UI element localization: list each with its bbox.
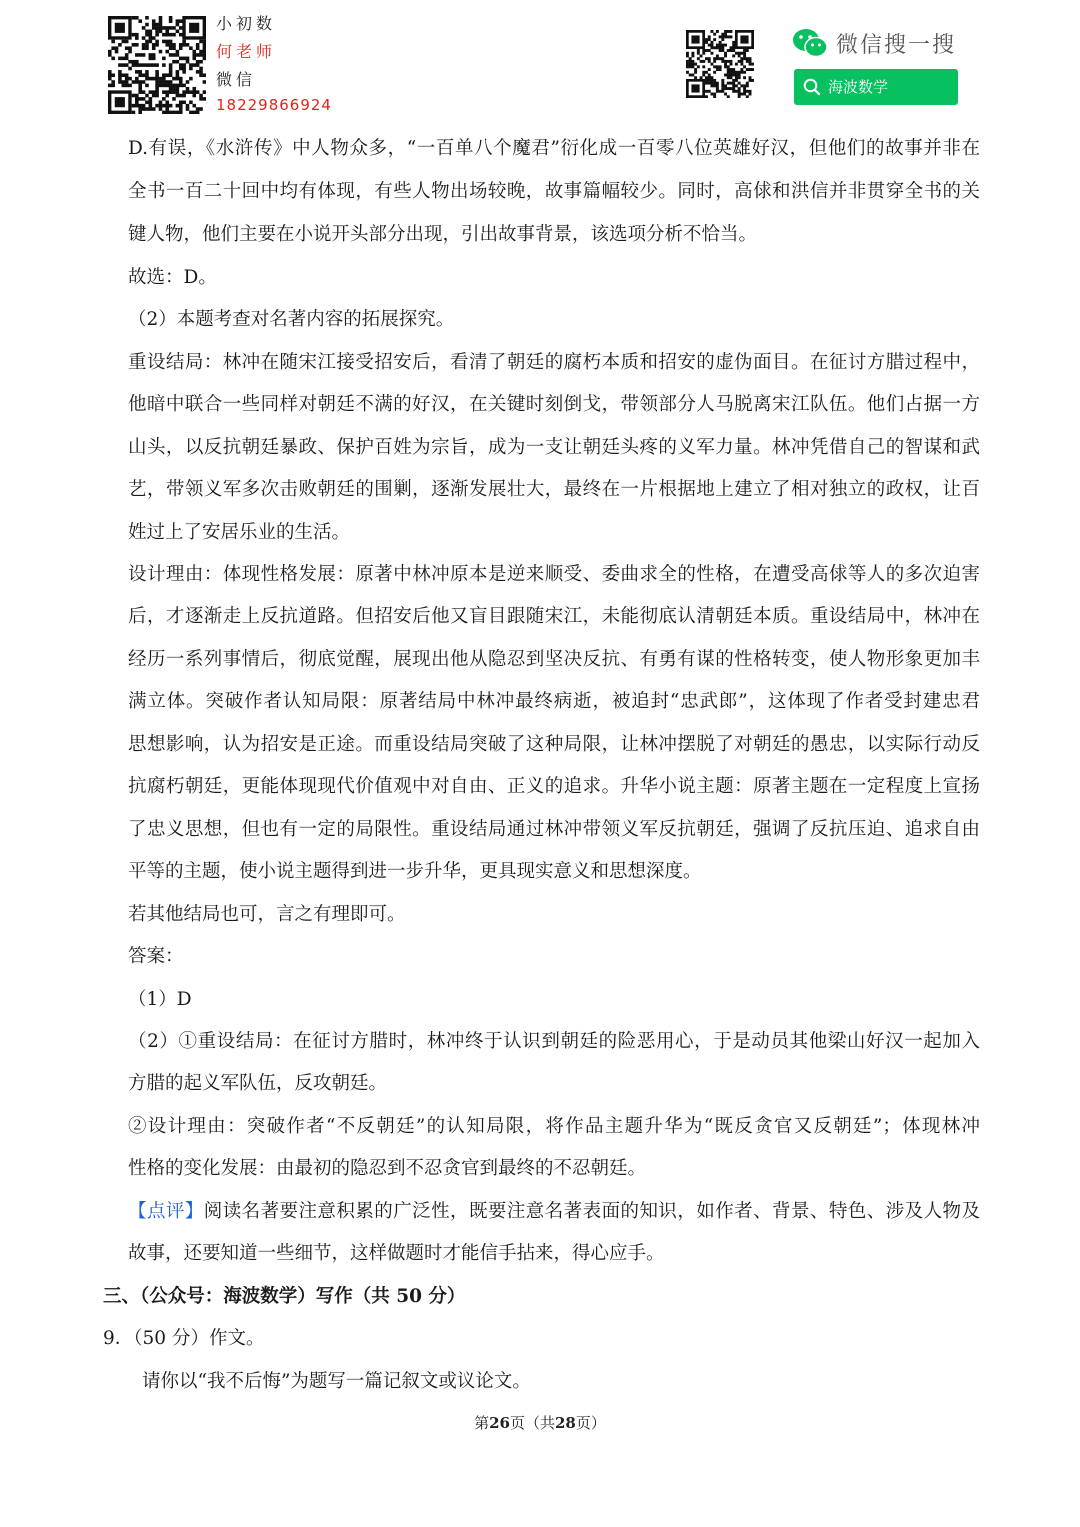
contact-phone: 18229866924 [216, 96, 332, 114]
search-icon [802, 77, 822, 97]
footer-middle: 页（共 [509, 1414, 555, 1432]
text-line: 方腊的起义军队伍，反攻朝廷。 [128, 1073, 388, 1094]
text-line: 答案： [128, 946, 184, 967]
comment-line [128, 1191, 980, 1233]
text-line: 艺，带领义军多次击败朝廷的围剿，逐渐发展壮大，最终在一片根据地上建立了相对独立的政权，让百 [128, 479, 980, 500]
footer-prefix: 第 [474, 1414, 490, 1432]
text-line: 重设结局：林冲在随宋江接受招安后，看清了朝廷的腐朽本质和招安的虚伪面目。在征讨方腊过程中， [128, 352, 980, 373]
text-line: 山头，以反抗朝廷暴政、保护百姓为宗旨，成为一支让朝廷头疼的义军力量。林冲凭借自己的智谋和武 [128, 437, 980, 458]
contact-subject: 小初数 [216, 14, 277, 33]
wechat-logo-icon [792, 28, 828, 58]
wechat-search-button[interactable] [794, 69, 958, 105]
page-number: 26 [489, 1414, 510, 1432]
text-line: 姓过上了安居乐业的生活。 [128, 522, 351, 543]
footer-suffix: 页） [575, 1414, 606, 1432]
wechat-search-label: 海波数学 [828, 78, 889, 96]
page-total: 28 [555, 1414, 576, 1432]
text-line: （2）本题考查对名著内容的拓展探究。 [128, 309, 455, 330]
text-line: 设计理由：体现性格发展：原著中林冲原本是逆来顺受、委曲求全的性格，在遭受高俅等人的多次迫害 [128, 564, 980, 585]
text-line: 了忠义思想，但也有一定的局限性。重设结局通过林冲带领义军反抗朝廷，强调了反抗压迫、追求自由 [128, 819, 980, 840]
text-line: D.有误，《水浒传》中人物众多，“一百单八个魔君”衍化成一百零八位英雄好汉，但他们的故事并非在 [128, 138, 980, 159]
comment-text: 阅读名著要注意积累的广泛性，既要注意名著表面的知识，如作者、背景、特色、涉及人物及 [203, 1201, 980, 1222]
page-header [0, 0, 1080, 125]
wechat-brand-text: 微信搜一搜 [836, 33, 957, 58]
text-line: 全书一百二十回中均有体现，有些人物出场较晚，故事篇幅较少。同时，高俅和洪信并非贯穿全书的关 [128, 181, 980, 202]
section-heading: 三、（公众号：海波数学）写作（共 50 分） [103, 1286, 466, 1307]
contact-teacher: 何老师 [216, 42, 277, 61]
text-line: 经历一系列事情后，彻底觉醒，展现出他从隐忍到坚决反抗、有勇有谋的性格转变，使人物形象更加丰 [128, 649, 980, 670]
text-line: ②设计理由：突破作者“不反朝廷”的认知局限，将作品主题升华为“既反贪官又反朝廷”；体现林冲 [128, 1116, 980, 1137]
text-line: 满立体。突破作者认知局限：原著结局中林冲最终病逝，被追封“忠武郎”，这体现了作者受封建忠君 [128, 691, 980, 712]
text-line: 若其他结局也可，言之有理即可。 [128, 904, 406, 925]
text-line: 故选：D。 [128, 267, 217, 288]
text-line: 平等的主题，使小说主题得到进一步升华，更具现实意义和思想深度。 [128, 861, 702, 882]
contact-qr-code-icon [108, 16, 206, 114]
wechat-search-brand [790, 26, 970, 62]
wechat-qr-code-icon [686, 30, 754, 98]
comment-line: 故事，还要知道一些细节，这样做题时才能信手拈来，得心应手。 [128, 1243, 665, 1264]
text-line: 思想影响，认为招安是正途。而重设结局突破了这种局限，让林冲摆脱了对朝廷的愚忠，以实际行动反 [128, 734, 980, 755]
text-line: 他暗中联合一些同样对朝廷不满的好汉，在关键时刻倒戈，带领部分人马脱离宋江队伍。他们占据一方 [128, 394, 980, 415]
page-footer [0, 1412, 1080, 1433]
question-title: 9．（50 分）作文。 [103, 1328, 265, 1349]
text-line: （1）D [128, 989, 192, 1010]
text-line: 键人物，他们主要在小说开头部分出现，引出故事背景，该选项分析不恰当。 [128, 224, 758, 245]
contact-wechat-label: 微信 [216, 70, 257, 89]
text-line: 后，才逐渐走上反抗道路。但招安后他又盲目跟随宋江，未能彻底认清朝廷本质。重设结局中，林冲在 [128, 606, 980, 627]
comment-tag: 【点评】 [128, 1201, 204, 1222]
text-line: 抗腐朽朝廷，更能体现现代价值观中对自由、正义的追求。升华小说主题：原著主题在一定程度上宣扬 [128, 776, 980, 797]
text-line: （2）①重设结局：在征讨方腊时，林冲终于认识到朝廷的险恶用心，于是动员其他梁山好汉一起加入 [128, 1031, 980, 1052]
question-prompt: 请你以“我不后悔”为题写一篇记叙文或议论文。 [142, 1371, 531, 1392]
text-line: 性格的变化发展：由最初的隐忍到不忍贪官到最终的不忍朝廷。 [128, 1158, 647, 1179]
contact-info [216, 10, 346, 116]
